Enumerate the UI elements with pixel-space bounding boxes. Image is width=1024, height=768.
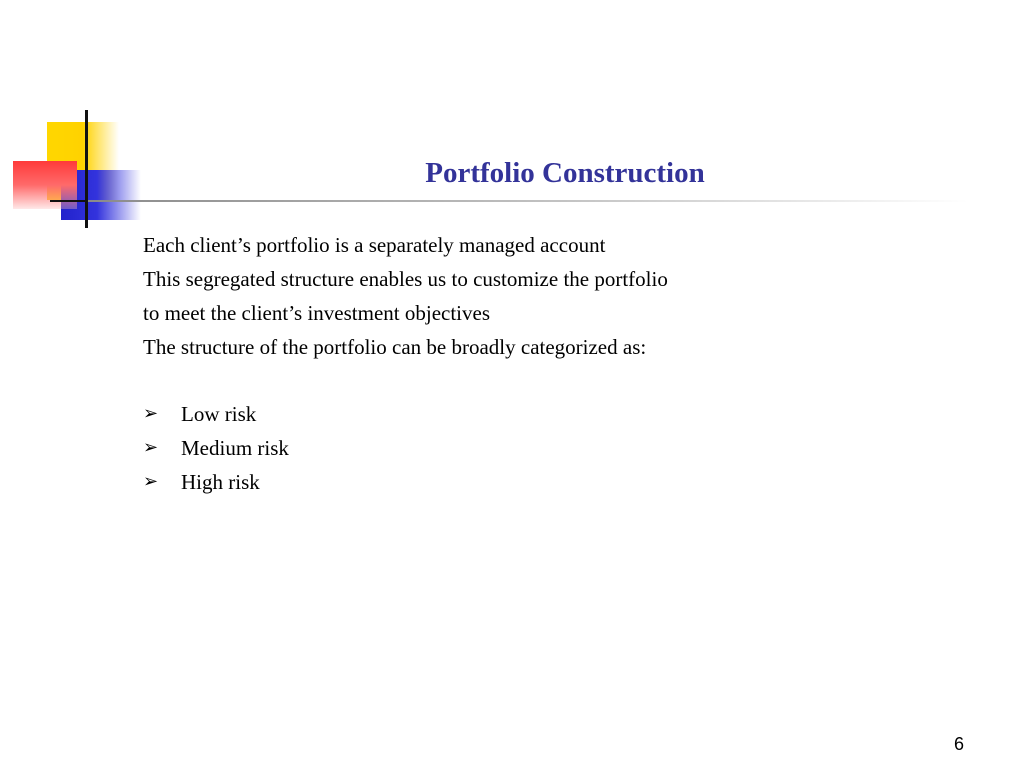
list-item — [143, 431, 289, 465]
list-item-label: Medium risk — [181, 436, 289, 460]
list-item — [143, 465, 289, 499]
vertical-line-shape — [85, 110, 88, 228]
slide-body — [143, 228, 903, 364]
list-item-label: High risk — [181, 470, 260, 494]
list-item — [143, 397, 289, 431]
body-paragraph: Each client’s portfolio is a separately managed account — [143, 233, 606, 257]
title-underline-rule — [88, 200, 968, 202]
body-paragraph: This segregated structure enables us to customize the portfolio — [143, 267, 668, 291]
arrow-bullet-icon: ➢ — [143, 403, 159, 424]
slide-title: Portfolio Construction — [425, 157, 705, 189]
body-paragraph: to meet the client’s investment objectives — [143, 301, 490, 325]
arrow-bullet-icon: ➢ — [143, 437, 159, 458]
decorative-squares-logo — [0, 0, 140, 240]
page-number: 6 — [953, 734, 964, 754]
risk-category-list — [143, 397, 289, 499]
list-item-label: Low risk — [181, 402, 257, 426]
body-paragraph: The structure of the portfolio can be broadly categorized as: — [143, 335, 647, 359]
arrow-bullet-icon: ➢ — [143, 471, 159, 492]
